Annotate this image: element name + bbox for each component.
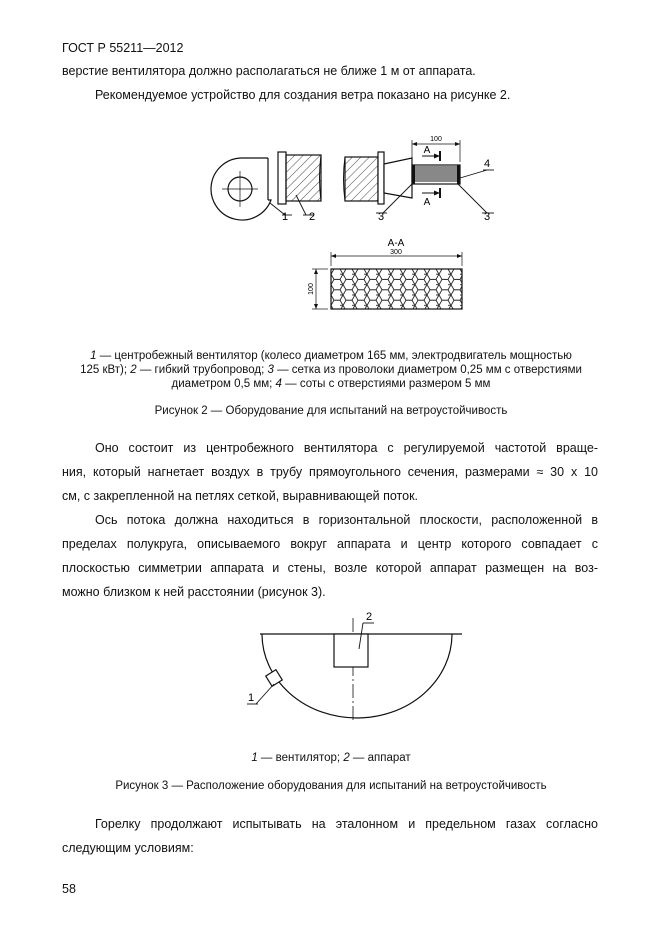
callout-3: 3 <box>377 211 385 223</box>
duct-section <box>345 157 378 201</box>
centrifugal-fan <box>211 158 271 220</box>
paragraph-line: Горелку продолжают испытывать на эталонном и предельном газах согласно <box>95 817 598 831</box>
callout-2: 2 <box>365 611 373 623</box>
honeycomb-section <box>331 269 462 309</box>
paragraph-line: плоскостью симметрии аппарата и стены, возле которой аппарат размещен на воз- <box>62 561 598 575</box>
dimension-label: 300 <box>390 249 402 256</box>
paragraph-line: следующим условиям: <box>62 841 194 855</box>
paragraph-line: Рекомендуемое устройство для создания ветра показано на рисунке 2. <box>95 88 511 102</box>
section-title: A-A <box>387 238 405 249</box>
callout-3: 3 <box>483 211 491 223</box>
figure-2-legend-line: диаметром 0,5 мм; 4 — соты с отверстиями размером 5 мм <box>171 378 491 390</box>
figure-2-drawing <box>0 0 662 340</box>
paragraph-line: верстие вентилятора должно располагаться не ближе 1 м от аппарата. <box>62 64 476 78</box>
paragraph-line: можно близком к ней расстоянии (рисунок 3). <box>62 585 326 599</box>
callout-1: 1 <box>281 211 289 223</box>
flange-right <box>378 152 384 204</box>
paragraph-line: пределах полукруга, описываемого вокруг аппарата и центр которого совпадает с <box>62 537 598 551</box>
document-code: ГОСТ Р 55211—2012 <box>62 41 184 55</box>
dimension-label: 100 <box>430 136 442 143</box>
paragraph-line: см, с закрепленной на петлях сеткой, выравнивающей поток. <box>62 489 419 503</box>
dimension-label: 100 <box>308 283 315 295</box>
section-mark-top: A <box>423 145 431 156</box>
figure-2-caption: Рисунок 2 — Оборудование для испытаний на ветроустойчивость <box>154 405 508 417</box>
callout-4: 4 <box>483 158 491 170</box>
figure-3-drawing <box>0 600 662 730</box>
callout-2: 2 <box>308 211 316 223</box>
section-mark-bottom: A <box>423 197 431 208</box>
paragraph-line: ния, который нагнетает воздух в трубу прямоугольного сечения, размерами ≈ 30 x 10 <box>62 465 598 479</box>
callout-1: 1 <box>247 692 255 704</box>
figure-2-legend-line: 1 — центробежный вентилятор (колесо диаметром 165 мм, электродвигатель мощностью <box>90 350 572 362</box>
flexible-duct <box>286 155 321 201</box>
paragraph-line: Оно состоит из центробежного вентилятора с регулируемой частотой враще- <box>95 441 598 455</box>
figure-2-legend-line: 125 кВт); 2 — гибкий трубопровод; 3 — сетка из проволоки диаметром 0,25 мм с отверстиями <box>80 364 582 376</box>
page-number: 58 <box>62 882 76 896</box>
transition-cone <box>384 158 412 198</box>
figure-3-legend: 1 — вентилятор; 2 — аппарат <box>251 752 411 764</box>
paragraph-line: Ось потока должна находиться в горизонтальной плоскости, расположенной в <box>95 513 598 527</box>
flange <box>278 152 286 204</box>
appliance-box <box>334 634 368 667</box>
figure-3-caption: Рисунок 3 — Расположение оборудования для испытаний на ветроустойчивость <box>115 780 547 792</box>
